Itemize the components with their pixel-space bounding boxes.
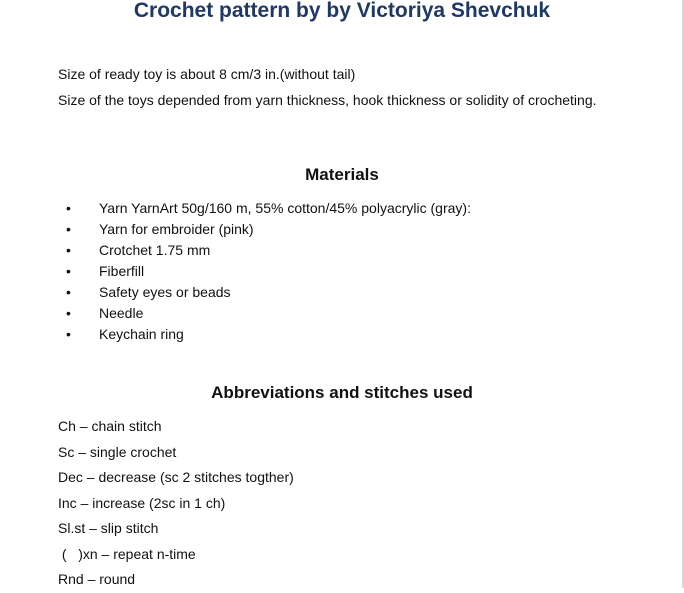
bullet-icon: • <box>66 305 71 321</box>
abbreviation-item: Sc – single crochet <box>58 443 177 460</box>
materials-item <box>58 324 471 345</box>
materials-item <box>58 198 471 219</box>
materials-item-text: Fiberfill <box>99 263 145 279</box>
abbreviation-item: Sl.st – slip stitch <box>58 520 159 536</box>
materials-item-text: Yarn for embroider (pink) <box>99 221 254 237</box>
bullet-icon: • <box>66 242 71 258</box>
intro-size-line: Size of ready toy is about 8 cm/3 in.(without tail) <box>58 66 356 82</box>
materials-item <box>58 219 471 240</box>
abbreviations-heading: Abbreviations and stitches used <box>211 383 473 402</box>
abbreviation-item: Dec – decrease (sc 2 stitches togther) <box>58 469 294 485</box>
abbreviation-item: ( )xn – repeat n-time <box>58 545 196 562</box>
materials-item-text: Needle <box>99 305 144 321</box>
materials-item-text: Keychain ring <box>99 326 184 342</box>
materials-item-text: Safety eyes or beads <box>99 284 231 300</box>
abbreviation-item: Rnd – round <box>58 571 136 587</box>
intro-section <box>58 61 597 113</box>
materials-heading: Materials <box>305 165 379 184</box>
materials-item <box>58 282 471 303</box>
bullet-icon: • <box>66 326 71 342</box>
bullet-icon: • <box>66 263 71 279</box>
materials-item-text: Yarn YarnArt 50g/160 m, 55% cotton/45% polyacrylic (gray): <box>99 200 471 216</box>
abbreviations-list <box>58 414 294 593</box>
materials-item <box>58 261 471 282</box>
bullet-icon: • <box>66 200 71 216</box>
materials-list <box>58 198 471 345</box>
page-title: Crochet pattern by by Victoriya Shevchuk <box>133 0 551 22</box>
materials-item-text: Crotchet 1.75 mm <box>99 242 211 258</box>
bullet-icon: • <box>66 284 71 300</box>
bullet-icon: • <box>66 221 71 237</box>
materials-item <box>58 240 471 261</box>
intro-note-line: Size of the toys depended from yarn thickness, hook thickness or solidity of crocheting. <box>58 92 597 108</box>
abbreviation-item: Ch – chain stitch <box>58 418 162 434</box>
materials-item <box>58 303 471 324</box>
abbreviation-item: Inc – increase (2sc in 1 ch) <box>58 494 226 511</box>
